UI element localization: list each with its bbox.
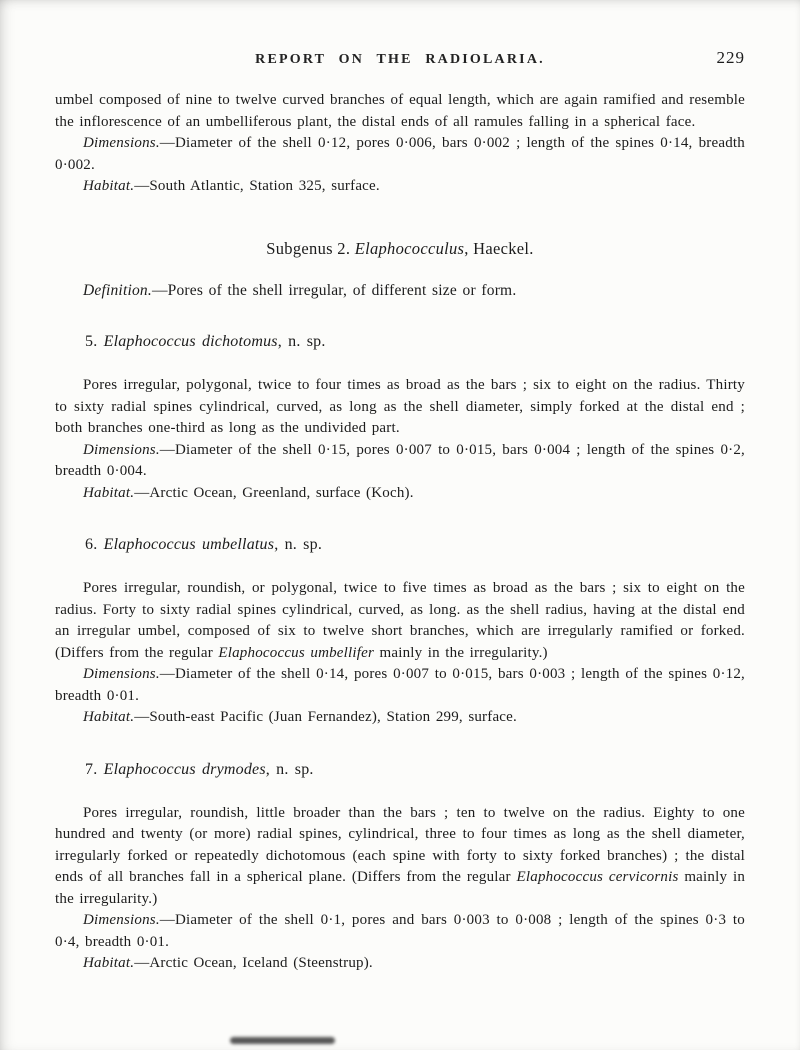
- dimensions-paragraph-7: Dimensions.—Diameter of the shell 0·1, pores and bars 0·003 to 0·008 ; length of the spines 0·3 to 0·4, breadth 0·01.: [55, 912, 745, 950]
- species-heading-5: 5. Elaphococcus dichotomus, n. sp.: [85, 333, 326, 350]
- text-block: [0, 90, 800, 975]
- page-header: [0, 0, 800, 74]
- definition-paragraph: Definition.—Pores of the shell irregular, of different size or form.: [83, 281, 517, 299]
- habitat-paragraph-6: Habitat.—South-east Pacific (Juan Fernandez), Station 299, surface.: [83, 709, 517, 725]
- scan-smudge-artifact: [230, 1037, 335, 1044]
- species-heading-6: 6. Elaphococcus umbellatus, n. sp.: [85, 536, 323, 553]
- dimensions-paragraph-intro: Dimensions.—Diameter of the shell 0·12, pores 0·006, bars 0·002 ; length of the spines 0·14, breadth 0·002.: [55, 135, 745, 173]
- species-description-5: Pores irregular, polygonal, twice to four times as broad as the bars ; six to eight on the radius. Thirty to sixty radial spines cylindrical, curved, as long as the shell diameter, simply forked at the distal end ; both branches one-third as long as the undivided part.: [55, 377, 745, 436]
- habitat-paragraph-5: Habitat.—Arctic Ocean, Greenland, surface (Koch).: [83, 484, 414, 501]
- dimensions-paragraph-5: Dimensions.—Diameter of the shell 0·15, pores 0·007 to 0·015, bars 0·004 ; length of the spines 0·2, breadth 0·004.: [55, 441, 745, 479]
- species-description-7: Pores irregular, roundish, little broader than the bars ; ten to twelve on the radius. Eighty to one hundred and twenty (or more) radial spines, cylindrical, three to four times as long as the shell diameter, irregularly forked or repeatedly dichotomous (each spine with forty to sixty forked branches) ; the distal ends of all branches fall in a spherical plane. (Differs from the regular Elaphococcus cervicornis mainly in the irregularity.): [55, 804, 746, 907]
- continuation-paragraph: umbel composed of nine to twelve curved branches of equal length, which are again ramified and resemble the inflorescence of an umbelliferous plant, the distal ends of all ramules falling in a spherical face.: [55, 92, 745, 130]
- dimensions-paragraph-6: Dimensions.—Diameter of the shell 0·14, pores 0·007 to 0·015, bars 0·003 ; length of the spines 0·12, breadth 0·01.: [55, 666, 745, 704]
- subgenus-heading: Subgenus 2. Elaphococculus, Haeckel.: [266, 238, 534, 258]
- page-number: 229: [716, 48, 745, 67]
- species-heading-7: 7. Elaphococcus drymodes, n. sp.: [85, 760, 314, 778]
- habitat-paragraph-intro: Habitat.—South Atlantic, Station 325, surface.: [83, 178, 380, 194]
- habitat-paragraph-7: Habitat.—Arctic Ocean, Iceland (Steenstrup).: [83, 955, 373, 971]
- running-title: REPORT ON THE RADIOLARIA.: [255, 52, 545, 67]
- species-description-6: Pores irregular, roundish, or polygonal, twice to five times as broad as the bars ; six to eight on the radius. Forty to sixty radial spines cylindrical, curved, as long. as the shell radius, having at the distal end an irregular umbel, composed of six to twelve short branches, which are irregularly ramified or forked. (Differs from the regular Elaphococcus umbellifer mainly in the irregularity.): [55, 580, 745, 661]
